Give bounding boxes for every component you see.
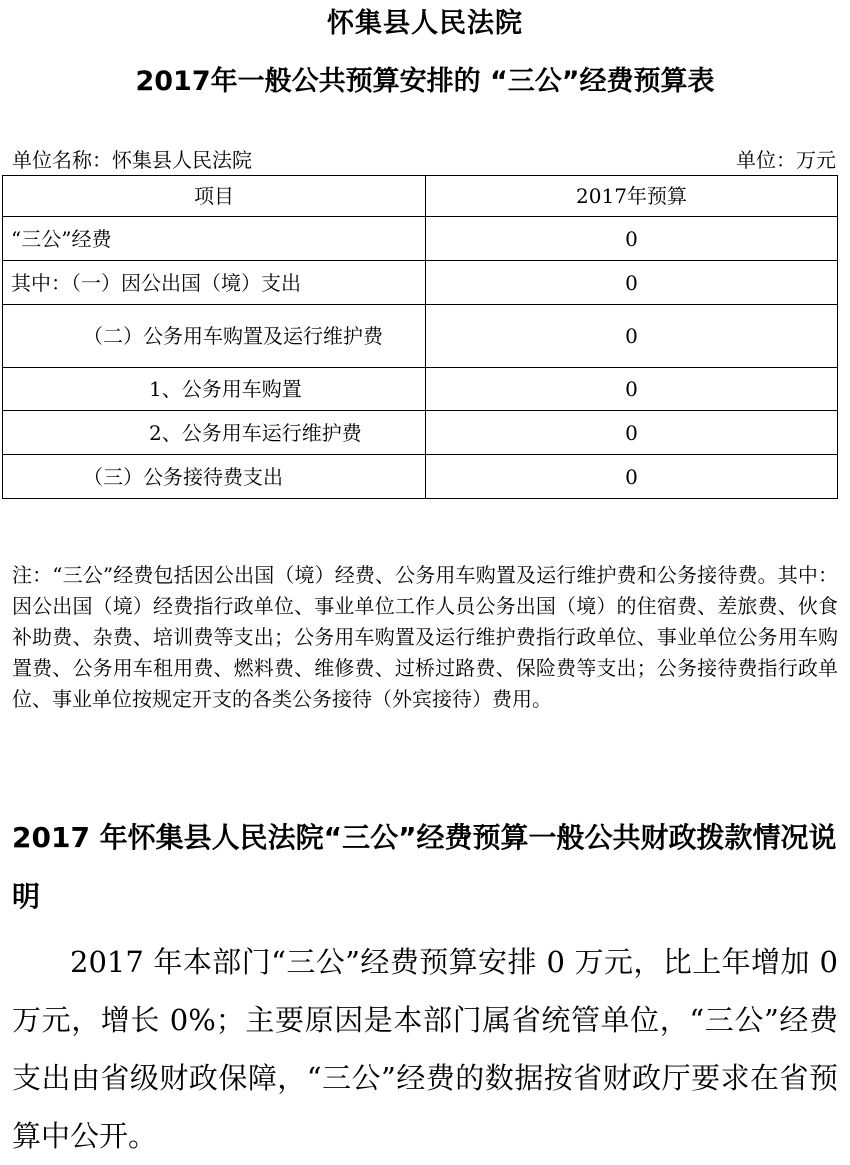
unit-label: 单位：万元 [736, 148, 836, 172]
row-value: 0 [426, 261, 838, 305]
table-header-row [3, 176, 838, 217]
row-item: 2、公务用车运行维护费 [3, 411, 426, 455]
row-item: 其中：（一）因公出国（境）支出 [3, 261, 426, 305]
unit-name: 单位名称：怀集县人民法院 [12, 148, 252, 172]
table-row [3, 217, 838, 261]
header-budget: 2017年预算 [426, 176, 838, 217]
row-value: 0 [426, 368, 838, 411]
row-item: 1、公务用车购置 [3, 368, 426, 411]
row-value: 0 [426, 411, 838, 455]
row-value: 0 [426, 305, 838, 368]
budget-table [2, 175, 838, 499]
table-title: 2017年一般公共预算安排的 “三公”经费预算表 [135, 66, 715, 97]
explanation-paragraph: 2017 年本部门“三公”经费预算安排 0 万元，比上年增加 0 万元，增长 0%；主要原因是本部门属省统管单位，“三公”经费支出由省级财政保障，“三公”经费的数据按省财政厅要求在省预算中公开。 [12, 945, 838, 1153]
row-value: 0 [426, 217, 838, 261]
table-note: 注：“三公”经费包括因公出国（境）经费、公务用车购置及运行维护费和公务接待费。其中：因公出国（境）经费指行政单位、事业单位工作人员公务出国（境）的住宿费、差旅费、伙食补助费、杂费、培训费等支出；公务用车购置及运行维护费指行政单位、事业单位公务用车购置费、公务用车租用费、燃料费、维修费、过桥过路费、保险费等支出；公务接待费指行政单位、事业单位按规定开支的各类公务接待（外宾接待）费用。 [12, 563, 838, 711]
document-title: 怀集县人民法院 [327, 8, 523, 39]
row-item: （二）公务用车购置及运行维护费 [3, 305, 426, 368]
row-value: 0 [426, 455, 838, 499]
header-item: 项目 [3, 176, 426, 217]
table-row [3, 368, 838, 411]
table-row [3, 455, 838, 499]
table-row [3, 305, 838, 368]
row-item: （三）公务接待费支出 [3, 455, 426, 499]
section-title: 2017 年怀集县人民法院“三公”经费预算一般公共财政拨款情况说明 [12, 821, 837, 913]
row-item: “三公”经费 [3, 217, 426, 261]
table-row [3, 411, 838, 455]
table-row [3, 261, 838, 305]
